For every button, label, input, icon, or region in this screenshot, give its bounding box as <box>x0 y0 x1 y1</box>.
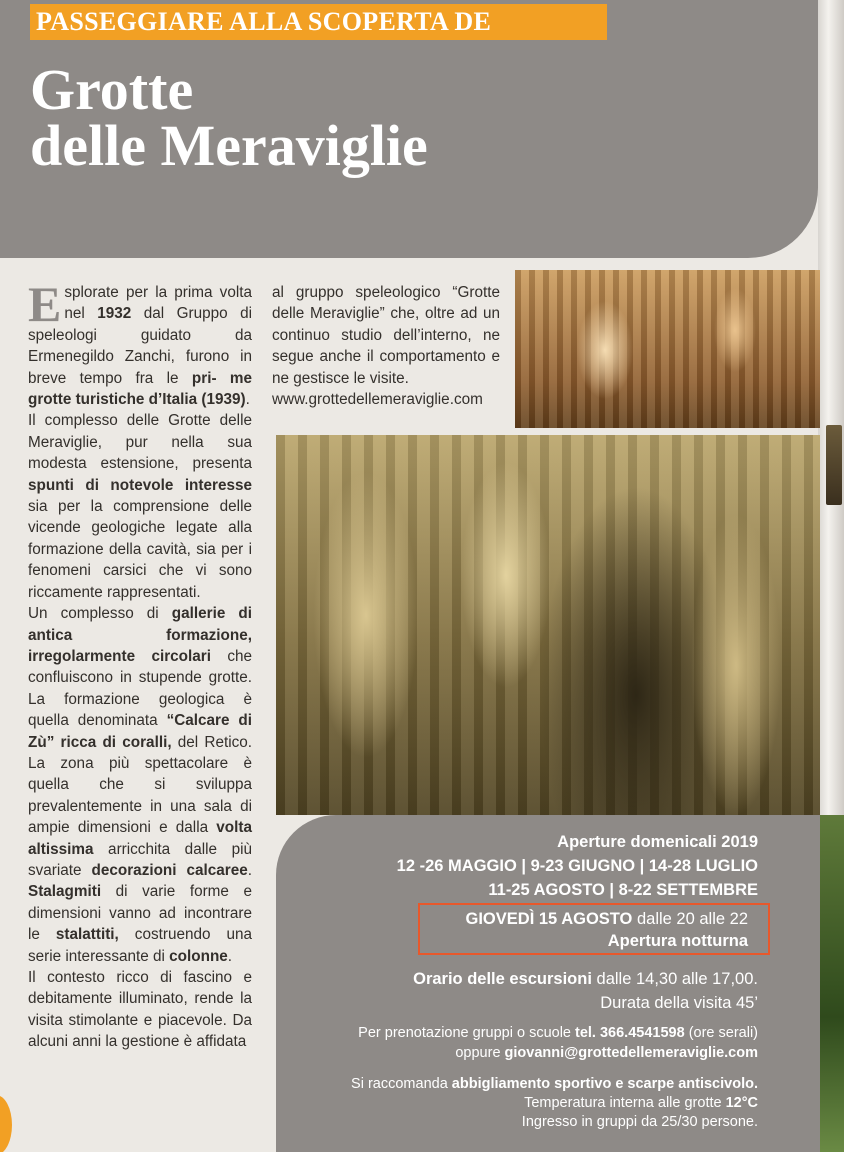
header-banner <box>0 0 818 258</box>
cave-photo-large <box>276 435 820 815</box>
next-page-thumbnail <box>826 425 842 505</box>
night-opening-highlight <box>418 903 770 955</box>
cave-temperature: 12°C <box>725 1095 758 1111</box>
next-page-photo-edge <box>820 815 844 1152</box>
night-label: Apertura notturna <box>607 932 748 950</box>
cave-photo-small <box>515 270 820 428</box>
title-line-2: delle Meraviglie <box>30 113 428 178</box>
paragraph-5: al gruppo speleologico “Grotte delle Meraviglie” che, oltre ad un continuo studio dell’interno, ne segue anche il comportamento e ne gestisce le visite. <box>272 284 500 387</box>
article-column-mid <box>272 282 500 410</box>
excursion-hours <box>298 967 758 1015</box>
dates-line-2: 11-25 AGOSTO | 8-22 SETTEMBRE <box>488 881 758 899</box>
visit-advice: Si raccomanda abbigliamento sportivo e scarpe antiscivolo. Temperatura interna alle grotte 12°C Ingresso in gruppi da 25/30 persone. <box>258 1075 758 1132</box>
website-link[interactable]: www.grottedellemeraviglie.com <box>272 391 483 409</box>
hours-label: Orario delle escursioni <box>413 970 592 988</box>
booking-email[interactable]: giovanni@grottedellemeraviglie.com <box>504 1045 758 1061</box>
paragraph-2: Il complesso delle Grotte delle Meraviglie, pur nella sua modesta estensione, presenta spunti di notevole interesse sia per la comprensione delle vicende geologiche legate alla formazione della cavità, sia per i fenomeni carsici che vi sono riccamente rappresentati. <box>28 412 252 601</box>
page-corner-tab <box>0 1095 12 1152</box>
visitor-info-box <box>276 815 820 1152</box>
dates-title: Aperture domenicali 2019 <box>557 833 758 851</box>
booking-info: Per prenotazione gruppi o scuole tel. 366.4541598 (ore serali) oppure giovanni@grottedellemeraviglie.com <box>358 1025 758 1061</box>
next-page-edge <box>818 0 844 1152</box>
page-title <box>30 57 730 178</box>
opening-dates <box>298 830 758 902</box>
booking-phone[interactable]: tel. 366.4541598 <box>575 1025 685 1041</box>
paragraph-4: Il contesto ricco di fascino e debitamente illuminato, rende la visita stimolante e piacevole. Da alcuni anni la gestione è affidata <box>28 969 252 1051</box>
visit-duration: Durata della visita 45’ <box>600 994 758 1012</box>
drop-cap: E <box>28 276 62 332</box>
hours-value: dalle 14,30 alle 17,00. <box>591 970 758 988</box>
group-size: Ingresso in gruppi da 25/30 persone. <box>521 1114 758 1130</box>
dates-line-1: 12 -26 MAGGIO | 9-23 GIUGNO | 14-28 LUGLIO <box>396 857 758 875</box>
paragraph-3: Un complesso di gallerie di antica formazione, irregolarmente circolari che confluiscono in stupende grotte. La formazione geologica è quella denominata “Calcare di Zù” ricca di coralli, del Retico. La zona più spettacolare è quella che si sviluppa prevalentemente in una sala di ampie dimensioni e dalla volta altissima arricchita dalle più svariate decorazioni calcaree. Stalagmiti di varie forme e dimensioni vanno ad incontrare le stalattiti, costruendo una serie interessante di colonne. <box>28 605 252 965</box>
night-hours: dalle 20 alle 22 <box>632 910 748 928</box>
article-column-left <box>28 276 252 1053</box>
title-line-1: Grotte <box>30 57 194 122</box>
section-kicker: PASSEGGIARE ALLA SCOPERTA DE <box>30 4 607 40</box>
paragraph-1: Esplorate per la prima volta nel 1932 dal Gruppo di speleologi guidato da Ermenegildo Zanchi, furono in breve tempo fra le pri- me grotte turistiche d’Italia (1939). <box>28 276 252 409</box>
night-date: GIOVEDÌ 15 AGOSTO <box>465 910 633 928</box>
